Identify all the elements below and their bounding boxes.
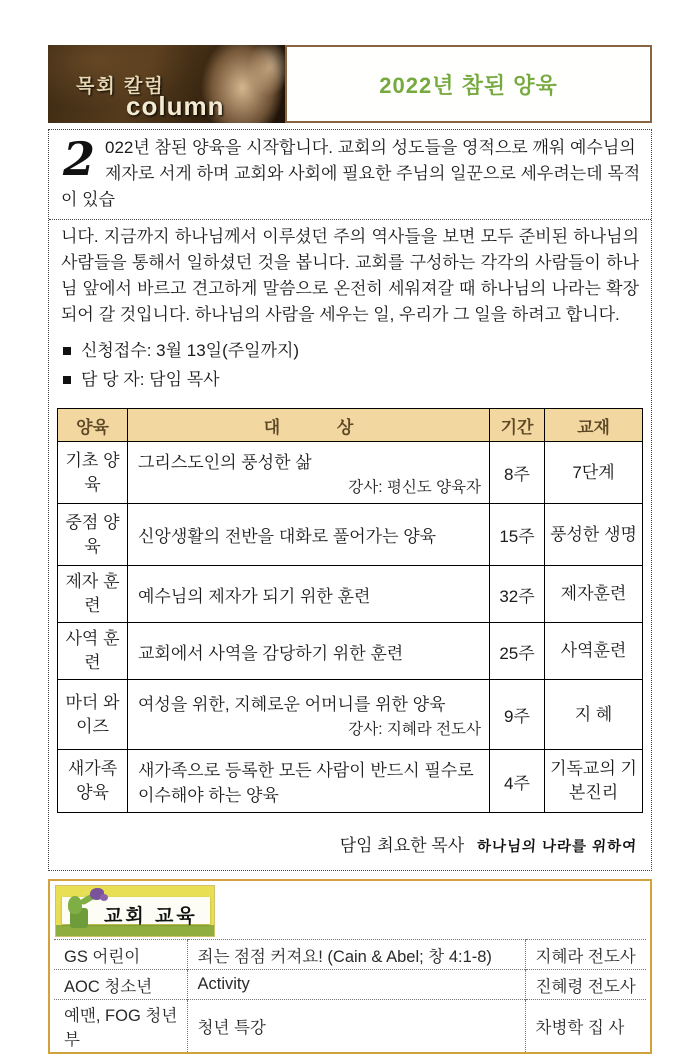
program-material: 풍성한 생명 bbox=[545, 504, 643, 566]
instructor-note: 강사: 평신도 양육자 bbox=[348, 479, 481, 496]
church-education-badge-image bbox=[55, 885, 215, 937]
intro-paragraph-box bbox=[49, 130, 651, 220]
pastoral-column-banner-image bbox=[48, 45, 285, 123]
handwritten-motto: 하나님의 나라를 위하여 bbox=[476, 839, 638, 855]
square-bullet-icon bbox=[63, 347, 71, 355]
col-header-target: 대 상 bbox=[128, 409, 490, 442]
banner-title-korean: 목회 칼럼 bbox=[76, 76, 165, 97]
square-bullet-icon bbox=[63, 376, 71, 384]
group-name: 예맨, FOG 청년부 bbox=[54, 1000, 187, 1053]
program-name: 제자 훈련 bbox=[58, 566, 128, 623]
program-material: 기독교의 기본진리 bbox=[545, 750, 643, 813]
intro-lead-text: 022년 참된 양육을 시작합니다. 교회의 성도들을 영적으로 깨워 예수님의 제자로 서게 하며 교회와 사회에 필요한 주님의 일꾼으로 세우려는데 목적이 있습 bbox=[61, 138, 641, 209]
table-row bbox=[54, 970, 646, 1000]
body-paragraph: 니다. 지금까지 하나님께서 이루셨던 주의 역사들을 보면 모두 준비된 하나님의 사람들을 통해서 일하셨던 것을 봅니다. 교회를 구성하는 각각의 사람들이 하나님 앞에서 바르고 견고하게 말씀으로 온전히 세워져갈 때 하나님의 나라는 확장되어 갈 것입니다. 하나님의 사람을 세우는 일, 우리가 그 일을 하려고 합니다. bbox=[61, 227, 640, 324]
purple-flower-icon bbox=[100, 894, 108, 901]
program-target: 예수님의 제자가 되기 위한 훈련 bbox=[128, 566, 490, 623]
table-row bbox=[58, 680, 643, 750]
lesson-topic: 청년 특강 bbox=[187, 1000, 525, 1053]
list-item bbox=[63, 365, 639, 394]
program-name: 기초 양육 bbox=[58, 442, 128, 504]
col-header-period: 기간 bbox=[490, 409, 545, 442]
program-period: 4주 bbox=[490, 750, 545, 813]
program-target: 신앙생활의 전반을 대화로 풀어가는 양육 bbox=[128, 504, 490, 566]
teacher-name: 진혜령 전도사 bbox=[525, 970, 646, 1000]
newsletter-page bbox=[48, 45, 652, 1054]
program-target: 교회에서 사역을 감당하기 위한 훈련 bbox=[128, 623, 490, 680]
table-row bbox=[54, 940, 646, 970]
page-header bbox=[48, 45, 652, 123]
program-material: 지 혜 bbox=[545, 680, 643, 750]
group-name: GS 어린이 bbox=[54, 940, 187, 970]
pastor-name: 담임 최요한 목사 bbox=[339, 836, 465, 855]
banner-title-english: column bbox=[126, 91, 225, 121]
list-item bbox=[63, 336, 639, 365]
table-row bbox=[58, 504, 643, 566]
bullet-list bbox=[49, 328, 651, 394]
program-material: 7단계 bbox=[545, 442, 643, 504]
program-period: 8주 bbox=[490, 442, 545, 504]
program-period: 15주 bbox=[490, 504, 545, 566]
table-row bbox=[58, 623, 643, 680]
program-name: 마더 와이즈 bbox=[58, 680, 128, 750]
program-material: 제자훈련 bbox=[545, 566, 643, 623]
education-badge-label: 교회 교육 bbox=[104, 906, 198, 927]
dropcap-numeral: 2 bbox=[63, 132, 96, 186]
bullet-text-registration: 신청접수: 3월 13일(주일까지) bbox=[81, 341, 300, 360]
nurture-program-table bbox=[57, 408, 643, 813]
program-period: 32주 bbox=[490, 566, 545, 623]
teacher-name: 차병학 집 사 bbox=[525, 1000, 646, 1053]
program-material: 사역훈련 bbox=[545, 623, 643, 680]
main-content-box bbox=[48, 129, 652, 871]
page-title: 2022년 참된 양육 bbox=[379, 72, 558, 98]
col-header-nurture: 양육 bbox=[58, 409, 128, 442]
program-target bbox=[128, 680, 490, 750]
signature-line bbox=[49, 813, 651, 860]
col-header-material: 교재 bbox=[545, 409, 643, 442]
program-name: 새가족 양육 bbox=[58, 750, 128, 813]
bullet-text-manager: 담 당 자: 담임 목사 bbox=[81, 370, 220, 389]
table-row bbox=[58, 442, 643, 504]
program-name: 사역 훈련 bbox=[58, 623, 128, 680]
lesson-topic: Activity bbox=[187, 970, 525, 1000]
program-target: 새가족으로 등록한 모든 사람이 반드시 필수로 이수해야 하는 양육 bbox=[128, 750, 490, 813]
instructor-note: 강사: 지혜라 전도사 bbox=[348, 721, 481, 738]
cactus-figure-icon bbox=[68, 896, 82, 914]
group-name: AOC 청소년 bbox=[54, 970, 187, 1000]
table-row bbox=[58, 566, 643, 623]
teacher-name: 지혜라 전도사 bbox=[525, 940, 646, 970]
target-text: 여성을 위한, 지혜로운 어머니를 위한 양육 bbox=[138, 695, 446, 714]
lesson-topic: 죄는 점점 커져요! (Cain & Abel; 창 4:1-8) bbox=[187, 940, 525, 970]
education-schedule-table bbox=[54, 939, 646, 1052]
program-period: 9주 bbox=[490, 680, 545, 750]
page-title-box bbox=[285, 45, 652, 123]
program-name: 중점 양육 bbox=[58, 504, 128, 566]
program-period: 25주 bbox=[490, 623, 545, 680]
church-education-box bbox=[48, 879, 652, 1054]
table-row bbox=[58, 750, 643, 813]
table-header-row bbox=[58, 409, 643, 442]
table-row bbox=[54, 1000, 646, 1053]
program-target bbox=[128, 442, 490, 504]
target-text: 그리스도인의 풍성한 삶 bbox=[138, 453, 312, 472]
